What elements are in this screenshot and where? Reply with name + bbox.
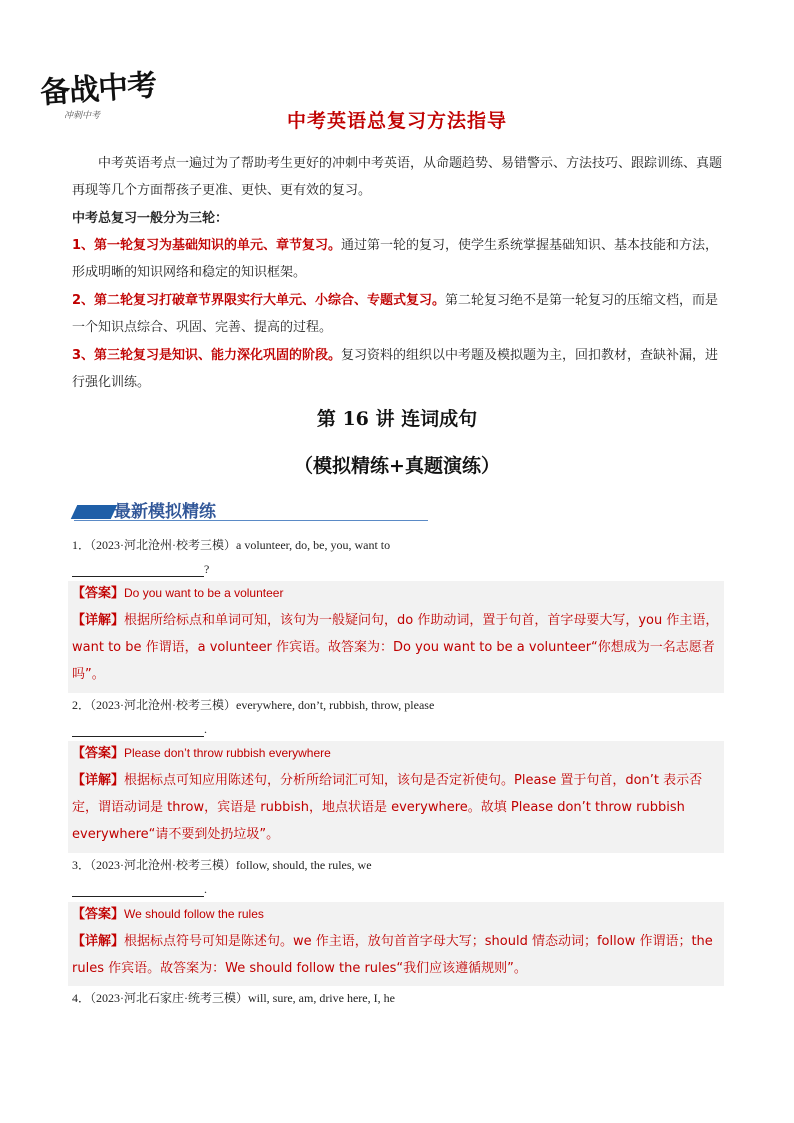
- round-2-heading: 2、第二轮复习打破章节界限实行大单元、小综合、专题式复习。: [72, 293, 446, 308]
- question-2-stem: 2．（2023·河北沧州·校考三模）everywhere, don’t, rubbish, throw, please: [72, 698, 435, 712]
- question-2-end: .: [204, 722, 207, 736]
- intro-paragraph: 中考英语考点一遍过为了帮助考生更好的冲刺中考英语，从命题趋势、易错警示、方法技巧、跟踪训练、真题再现等几个方面帮孩子更准、更快、更有效的复习。: [72, 156, 723, 198]
- round-1-text: 通过第一轮的复习，使学生系统掌握基础知识、基本技能和方法，形成明晰的知识网络和稳定的知识框架。: [72, 238, 719, 280]
- round-3-paragraph: [72, 342, 724, 396]
- detail-3-tag: 【详解】: [72, 934, 125, 949]
- answer-1: [72, 580, 724, 607]
- question-4-stem: 4．（2023·河北石家庄·统考三模）will, sure, am, drive here, I, he: [72, 991, 395, 1005]
- detail-1: [72, 607, 724, 688]
- answer-2-text: Please don’t throw rubbish everywhere: [124, 746, 331, 760]
- detail-1-text: 根据所给标点和单词可知，该句为一般疑问句，do 作助动词，置于句首，首字母要大写，you 作主语，want to be 作谓语，a volunteer 作宾语。故答案为：Do you want to be a volunteer“你想成为一名志愿者吗”。: [72, 613, 719, 682]
- section-bar-decoration: [71, 505, 118, 519]
- lecture-title: 第 16 讲 连词成句: [316, 408, 478, 430]
- round-2-paragraph: [72, 287, 724, 341]
- question-3-end: .: [204, 882, 207, 896]
- lecture-subtitle: （模拟精练+真题演练）: [294, 455, 500, 477]
- round-1-paragraph: [72, 232, 724, 286]
- detail-3: [72, 928, 724, 982]
- detail-2: [72, 767, 724, 848]
- round-3-heading: 3、第三轮复习是知识、能力深化巩固的阶段。: [72, 348, 342, 363]
- rounds-heading: 中考总复习一般分为三轮：: [72, 211, 229, 226]
- answer-2: [72, 740, 724, 767]
- question-1-end: ?: [204, 562, 210, 576]
- answer-1-tag: 【答案】: [72, 586, 125, 601]
- section-header: [74, 497, 428, 523]
- answer-2-tag: 【答案】: [72, 746, 125, 761]
- detail-2-text: 根据标点可知应用陈述句，分析所给词汇可知，该句是否定祈使句。Please 置于句首，don’t 表示否定，谓语动词是 throw，宾语是 rubbish，地点状语是 everywhere。故填 Please don’t throw rubbish everywhere“请不要到处扔垃圾”。: [72, 773, 703, 842]
- answer-3: [72, 901, 724, 928]
- round-3-text: 复习资料的组织以中考题及模拟题为主，回扣教材，查缺补漏，进行强化训练。: [72, 348, 719, 390]
- logo-main-text: 备战中考: [39, 67, 158, 111]
- question-2-blank: [72, 722, 207, 737]
- section-title: 最新模拟精练: [114, 502, 216, 522]
- question-1-stem: 1．（2023·河北沧州·校考三模）a volunteer, do, be, you, want to: [72, 538, 391, 552]
- question-3-stem: 3．（2023·河北沧州·校考三模）follow, should, the rules, we: [72, 858, 372, 872]
- answer-3-text: We should follow the rules: [124, 907, 264, 921]
- question-3-blank: [72, 882, 207, 897]
- document-title: 中考英语总复习方法指导: [286, 110, 507, 132]
- logo-sub-text: 冲刺中考: [64, 111, 101, 121]
- answer-1-text: Do you want to be a volunteer: [124, 586, 284, 600]
- detail-3-text: 根据标点符号可知是陈述句。we 作主语，放句首首字母大写；should 情态动词；follow 作谓语；the rules 作宾语。故答案为：We should follow the rules“我们应该遵循规则”。: [72, 934, 713, 976]
- answer-3-tag: 【答案】: [72, 907, 125, 922]
- round-1-heading: 1、第一轮复习为基础知识的单元、章节复习。: [72, 238, 342, 253]
- detail-1-tag: 【详解】: [72, 613, 125, 628]
- question-1-blank: [72, 562, 209, 577]
- round-2-text: 第二轮复习绝不是第一轮复习的压缩文档，而是一个知识点综合、巩固、完善、提高的过程。: [72, 293, 719, 335]
- detail-2-tag: 【详解】: [72, 773, 125, 788]
